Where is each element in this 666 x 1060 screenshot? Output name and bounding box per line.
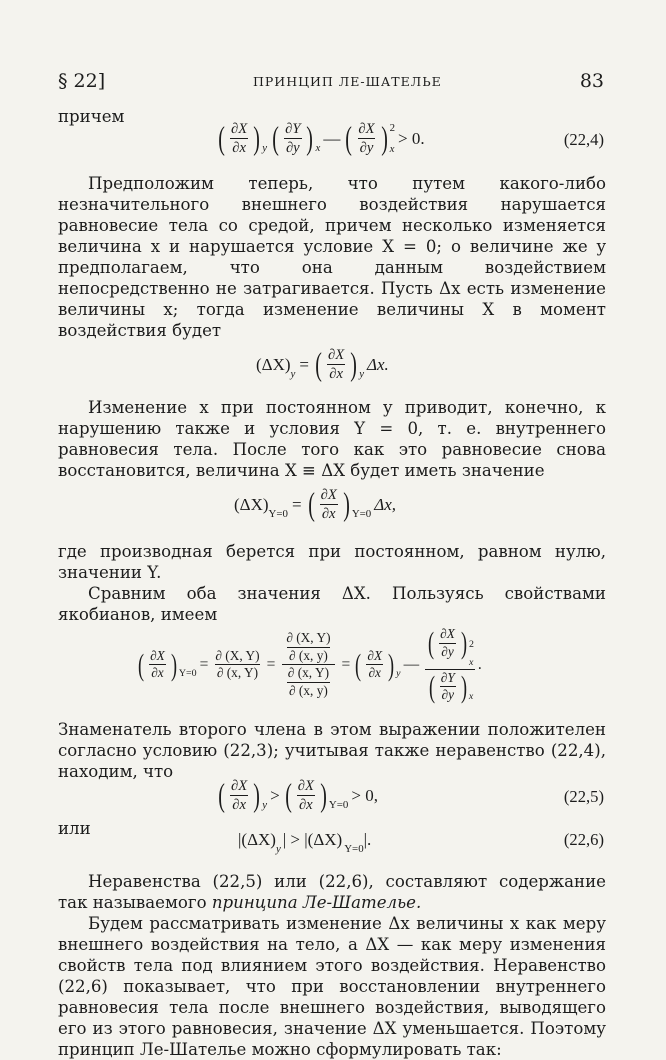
- paragraph-5: Знаменатель второго члена в этом выражении положителен согласно условию (22,3); учитывая также неравенство (22,4), находим, что: [58, 720, 606, 781]
- equation-22-4: ( $\frac{\partial X}{\partial x}$ ) y ( $\frac{\partial Y}{\partial y}$ ) x — ( $\frac{\partial X}{\partial y}$ ) 2 x > 0. (22,4): [218, 120, 604, 157]
- paragraph-or: или: [58, 819, 91, 838]
- paragraph-3: где производная берется при постоянном, равном нулю, значении Y.: [58, 542, 606, 582]
- equation-delta-x-y: (ΔX) y = ( $\frac{\partial X}{\partial x}$ ) y Δx.: [256, 346, 389, 383]
- paragraph-4: Сравним оба значения ΔX. Пользуясь свойствами якобианов, имеем: [58, 584, 606, 624]
- paragraph-intro: причем: [58, 107, 125, 126]
- running-header: [58, 62, 606, 96]
- book-page: [58, 62, 606, 1060]
- equation-delta-x-y0: (ΔX) Y=0 = ( $\frac{\partial X}{\partial x}$ ) Y=0 Δx,: [234, 486, 397, 523]
- section-mark: § 22]: [58, 70, 106, 92]
- paragraph-2: Изменение x при постоянном y приводит, конечно, к нарушению также и условия Y = 0, т. е. внутреннего равновесия тела. После того как это равновесие снова восстановится, величина X ≡ ΔX будет иметь значение: [58, 398, 606, 480]
- body-text: [58, 106, 606, 1060]
- equation-22-5: ( $\frac{\partial X}{\partial x}$ ) y > ( $\frac{\partial X}{\partial x}$ ) Y=0 > 0, (22,5): [218, 777, 604, 814]
- equation-22-6: |(ΔX) y | > |(ΔX) Y=0 |. (22,6): [238, 830, 604, 855]
- paragraph-1: Предположим теперь, что путем какого-либо незначительного внешнего воздействия нарушается равновесие тела со средой, причем несколько изменяется величина x и нарушается условие X = 0; о величине же y предполагаем, что она данным воздействием непосредственно не затрагивается. Пусть Δx есть изменение величины x; тогда изменение величины X в момент воздействия будет: [58, 174, 606, 340]
- equation-jacobian: ( $\frac{\partial X}{\partial x}$ ) Y=0 = $\frac{\partial (X, Y)}{\partial (x, Y)}$ = $\frac{\frac{\partial (X, Y)}{\partial (x, y)}}{\frac{\partial (x, Y)}{\partial (x, y)}}$ = ( $\frac{\partial X}{\partial x}$ ) y — ( $\frac{\partial X}{\partial y}$ ) 2 x ( $\frac{\partial Y}{\partial y}$ ) $_x$ .: [138, 626, 482, 704]
- equation-number: (22,4): [563, 130, 604, 149]
- equation-number: (22,6): [563, 830, 604, 849]
- paragraph-6: Неравенства (22,5) или (22,6), составляют содержание так называемого принципа Ле-Шателье.: [58, 872, 606, 912]
- term-le-chatelier: принципа Ле-Шателье.: [211, 893, 422, 912]
- page-number: 83: [579, 70, 604, 92]
- equation-number: (22,5): [563, 787, 604, 806]
- paragraph-7: Будем рассматривать изменение Δx величины x как меру внешнего воздействия на тело, а ΔX — как меру изменения свойств тела под влиянием этого воздействия. Неравенство (22,6) показывает, что при восстановлении внутреннего равновесия тела после внешнего воздействия, выводящего его из этого равновесия, значение ΔX уменьшается. Поэтому принцип Ле-Шателье можно сформулировать так:: [58, 914, 606, 1059]
- running-title: ПРИНЦИП ЛЕ-ШАТЕЛЬЕ: [253, 74, 442, 89]
